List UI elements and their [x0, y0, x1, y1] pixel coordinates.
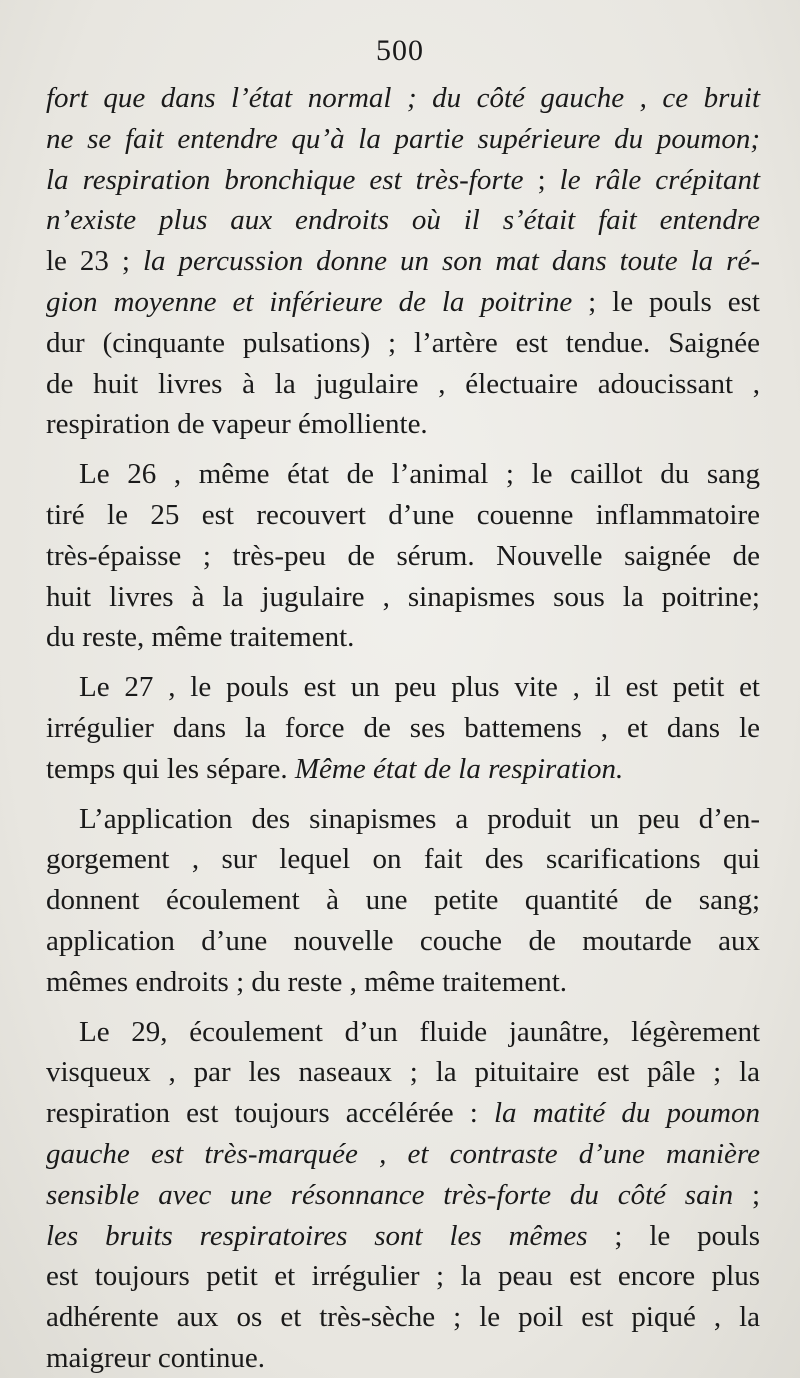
text-line: [46, 880, 760, 921]
roman-run: L’application des sinapismes a produit un peu d’en-: [79, 802, 760, 835]
text-line: [46, 495, 760, 536]
text-line: [46, 749, 760, 790]
italic-run: n’existe plus aux endroits où il s’était fait entendre: [46, 204, 760, 237]
text-line: [46, 799, 760, 840]
roman-run: donnent écoulement à une petite quantité de sang;: [46, 884, 760, 917]
paragraph: [46, 1012, 760, 1378]
text-line: [46, 1012, 760, 1053]
text-line: [46, 617, 760, 658]
roman-run: application d’une nouvelle couche de moutarde aux: [46, 924, 760, 957]
roman-run: très-épaisse ; très-peu de sérum. Nouvelle saignée de: [46, 539, 760, 572]
roman-run: maigreur continue.: [46, 1341, 266, 1374]
text-line: [46, 323, 760, 364]
text-line: [46, 404, 760, 445]
roman-run: tiré le 25 est recouvert d’une couenne inflammatoire: [46, 498, 760, 531]
roman-run: de huit livres à la jugulaire , électuaire adoucissant ,: [46, 367, 760, 400]
roman-run: respiration est toujours accélérée :: [46, 1097, 494, 1130]
text-line: [46, 667, 760, 708]
roman-run: Le 27 , le pouls est un peu plus vite , il est petit et: [79, 671, 760, 704]
paragraph-gap: [46, 790, 760, 799]
text-line: [46, 241, 760, 282]
italic-run: sensible avec une résonnance très-forte du côté sain: [46, 1178, 734, 1211]
roman-run: gorgement , sur lequel on fait des scarifications qui: [46, 843, 760, 876]
roman-run: du reste, même traitement.: [46, 621, 355, 654]
text-line: [46, 839, 760, 880]
roman-run: ;: [523, 163, 560, 196]
text-line: [46, 119, 760, 160]
paragraph-gap: [46, 658, 760, 667]
roman-run: temps qui les sépare.: [46, 752, 295, 785]
italic-run: gauche est très-marquée , et contraste d’une manière: [46, 1137, 760, 1170]
roman-run: ; le pouls est: [572, 285, 760, 318]
paragraph: [46, 78, 760, 445]
paragraph: [46, 667, 760, 789]
roman-run: respiration de vapeur émolliente.: [46, 408, 428, 441]
text-line: [46, 577, 760, 618]
roman-run: ;: [733, 1178, 760, 1211]
text-line: [46, 921, 760, 962]
text-line: [46, 1297, 760, 1338]
text-line: [46, 1256, 760, 1297]
italic-run: le râle crépitant: [559, 163, 760, 196]
italic-run: la percussion donne un son mat dans toute la ré-: [143, 245, 760, 278]
text-line: [46, 200, 760, 241]
text-line: [46, 708, 760, 749]
roman-run: le 23 ;: [46, 245, 143, 278]
text-line: [46, 536, 760, 577]
roman-run: dur (cinquante pulsations) ; l’artère est tendue. Saignée: [46, 326, 760, 359]
roman-run: adhérente aux os et très-sèche ; le poil est piqué , la: [46, 1301, 760, 1334]
text-line: [46, 364, 760, 405]
text-line: [46, 282, 760, 323]
italic-run: ne se fait entendre qu’à la partie supérieure du poumon;: [46, 122, 760, 155]
page-number: 500: [376, 34, 424, 67]
text-line: [46, 1338, 760, 1378]
text-line: [46, 454, 760, 495]
text-line: [46, 160, 760, 201]
roman-run: Le 29, écoulement d’un fluide jaunâtre, légèrement: [79, 1015, 760, 1048]
text-line: [46, 1216, 760, 1257]
roman-run: Le 26 , même état de l’animal ; le caillot du sang: [79, 458, 760, 491]
body-text: [46, 78, 760, 1378]
roman-run: mêmes endroits ; du reste , même traitement.: [46, 965, 568, 998]
paragraph: [46, 454, 760, 658]
italic-run: gion moyenne et inférieure de la poitrine: [46, 285, 573, 318]
paragraph-gap: [46, 445, 760, 454]
text-line: [46, 1175, 760, 1216]
text-line: [46, 1093, 760, 1134]
italic-run: Même état de la respiration.: [294, 752, 624, 785]
text-line: [46, 1052, 760, 1093]
italic-run: fort que dans l’état normal ; du côté gauche , ce bruit: [46, 82, 760, 114]
text-line: [46, 78, 760, 119]
paragraph: [46, 799, 760, 1003]
paragraph-gap: [46, 1003, 760, 1012]
text-line: [46, 1134, 760, 1175]
roman-run: est toujours petit et irrégulier ; la peau est encore plus: [46, 1260, 760, 1293]
italic-run: les bruits respiratoires sont les mêmes: [46, 1219, 588, 1252]
italic-run: la matité du poumon: [494, 1097, 760, 1130]
roman-run: irrégulier dans la force de ses battemens , et dans le: [46, 711, 760, 744]
text-line: [46, 962, 760, 1003]
roman-run: visqueux , par les naseaux ; la pituitaire est pâle ; la: [46, 1056, 760, 1089]
italic-run: la respiration bronchique est très-forte: [46, 163, 524, 196]
roman-run: ; le pouls: [587, 1219, 760, 1252]
roman-run: huit livres à la jugulaire , sinapismes sous la poitrine;: [46, 580, 760, 613]
